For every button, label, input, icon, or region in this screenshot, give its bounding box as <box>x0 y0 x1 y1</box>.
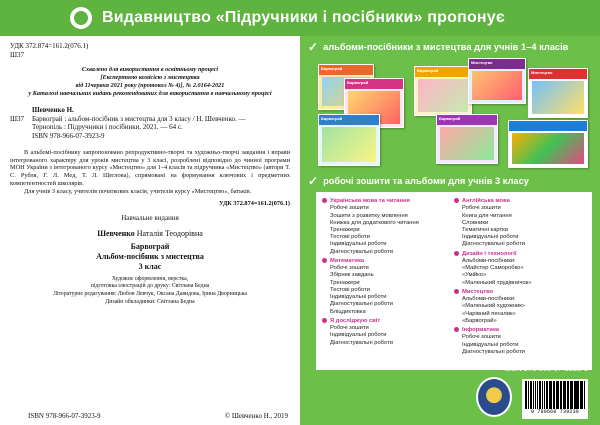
list-item: Тренажери <box>330 279 360 286</box>
udk-code: УДК 372.874=161.2(076.1) <box>10 42 89 50</box>
udk-code-right: УДК 372.874=161.2(076.1) <box>218 199 290 207</box>
barcode-bars <box>525 381 585 409</box>
list-item: Індивідуальні роботи <box>330 332 387 339</box>
barcode-bar <box>571 381 572 409</box>
barcode-digits: 9 789660 739239 <box>530 409 579 415</box>
barcode-bar <box>544 381 545 409</box>
list-item: «Барвограй» <box>462 317 497 324</box>
book-covers <box>318 58 588 170</box>
book-cover: Мистецтво <box>468 58 526 104</box>
book-subtitle: Альбом-посібник з мистецтва <box>96 251 204 261</box>
list-item: «Чарівний пензлик» <box>462 310 516 317</box>
list-item: «Умійко» <box>462 272 487 279</box>
list-item: Діагностувальні роботи <box>330 248 393 255</box>
list-item: Робочі зошити <box>330 325 369 332</box>
list-item: Зошити з розвитку мовлення <box>330 212 408 219</box>
imprint-page <box>0 36 300 425</box>
list-item: Діагностувальні роботи <box>330 301 393 308</box>
approval-note: Схвалено для використання в освітньому процесі [Експертною комісією з мистецтва від 11червня 2021 року (протокол № 4)], № 2.0164-2021 у Каталозі навчальних видань рекомендованих для використання в навчальному процесі <box>28 65 272 97</box>
book-cover <box>508 120 588 168</box>
subject-heading: Я досліджую світ <box>322 318 454 325</box>
barcode-bar <box>554 381 555 409</box>
list-item: Альбоми-посібники: <box>462 257 516 264</box>
bullet-icon <box>322 198 327 203</box>
isbn-label: ISBN 978-966-07-3923-9 <box>504 364 588 373</box>
catalog-page <box>300 36 600 425</box>
book-cover: Барвограй <box>344 78 404 128</box>
checkmark-icon: ✓ <box>308 40 319 54</box>
isbn-bottom: ISBN 978-966-07-3923-9 <box>28 412 101 421</box>
book-title: Барвограй <box>130 241 170 251</box>
banner-title: Видавництво «Підручники і посібники» пропонує <box>102 9 505 26</box>
author-full-name: Шевченко Наталія Теодорівна <box>97 228 203 238</box>
barcode-bar <box>526 381 527 409</box>
catalog-list <box>316 192 592 370</box>
list-item: Діагностувальні роботи <box>462 241 525 248</box>
bib-line: Барвограй : альбом-посібник з мистецтва для 3 класу / Н. Шевченко. — <box>32 114 246 123</box>
list-item: Діагностувальні роботи <box>330 339 393 346</box>
list-item: Бліцдиктовка <box>330 308 366 315</box>
list-item: Словники <box>462 219 489 226</box>
book-grade: 3 клас <box>138 261 162 271</box>
annotation-audience: Для учнів 3 класу, учителів початкових класів, учителів курсу «Мистецтво», батьків. <box>24 188 252 196</box>
isbn-barcode <box>522 379 588 419</box>
list-item: Індивідуальні роботи <box>462 341 519 348</box>
list-item: Робочі зошити <box>330 205 369 212</box>
barcode-bar <box>582 381 583 409</box>
subject-heading: Англійська мова <box>454 198 586 205</box>
list-item: «Маленький художник» <box>462 303 526 310</box>
barcode-bar <box>561 381 562 409</box>
barcode-bar <box>540 381 541 409</box>
barcode-bar <box>568 381 569 409</box>
subject-heading: Інформатика <box>454 327 586 334</box>
list-item: «Маленький трудівничок» <box>462 279 532 286</box>
barcode-bar <box>537 381 538 409</box>
list-item: Тренажери <box>330 226 360 233</box>
barcode-bar <box>564 381 566 409</box>
publisher-logo-icon <box>70 7 92 29</box>
subject-heading: Українська мова та читання <box>322 198 454 205</box>
book-cover: Барвограй <box>318 114 380 166</box>
bib-line: Тернопіль : Підручники і посібники, 2021. — 64 с. <box>32 123 183 132</box>
section-heading-albums: ✓ альбоми-посібники з мистецтва для учнів 1–4 класів <box>308 40 569 54</box>
list-item: Книга для читання <box>462 212 512 219</box>
barcode-bar <box>575 381 576 409</box>
publisher-banner <box>0 0 600 36</box>
copyright: © Шевченко Н., 2019 <box>224 412 288 421</box>
section-heading-workbooks: ✓ робочі зошити та альбоми для учнів 3 класу <box>308 174 529 188</box>
bullet-icon <box>454 289 459 294</box>
author-mark: Ш37 <box>10 50 25 59</box>
catalog-column-left <box>322 196 454 366</box>
barcode-bar <box>530 381 531 409</box>
list-item: Тематичні картки <box>462 226 508 233</box>
list-item: «Майстер Саморобко» <box>462 265 524 272</box>
list-item: Збірник завдань <box>330 272 374 279</box>
bibliographic-record <box>10 106 290 141</box>
annotation: В альбомі-посібнику запропоновано репродуктивно-творчі та художньо-творчі завдання і вправи інтегрованого характеру для уроків мистецтва у 3 класі, розроблені відповідно до чинної програми МОН України з інтегрованого курсу «Мистецтво» для 1–4 класів та підручника «Мистецтво» (автори Т. С. Рубля, Г. Л. Мед, Т. Л. Щеглова), спрямовані на формування ключових і предметних компетентностей школярів. <box>10 148 290 188</box>
list-item: Книжка для додаткового читання <box>330 219 419 226</box>
isbn-line: ISBN 978-966-07-3923-9 <box>32 132 105 140</box>
barcode-bar <box>578 381 579 409</box>
bullet-icon <box>454 198 459 203</box>
list-item: Альбоми-посібники: <box>462 296 516 303</box>
barcode-bar <box>533 381 535 409</box>
list-item: Робочі зошити <box>330 265 369 272</box>
barcode-bar <box>584 381 585 409</box>
subject-heading: Математика <box>322 258 454 265</box>
list-item: Індивідуальні роботи <box>462 234 519 241</box>
book-cover: Барвограй <box>436 114 498 164</box>
author-name: Шевченко Н. <box>32 105 74 114</box>
book-cover: Мистецтво <box>528 68 588 118</box>
catalog-column-right <box>454 196 586 366</box>
list-item: Робочі зошити <box>462 205 501 212</box>
bullet-icon <box>322 318 327 323</box>
subject-heading: Дизайн і технології <box>454 251 586 258</box>
credits: Художнє оформлення, верстка, підготовка ілюстрацій до друку: Світлана Бедна Літературне редагування: Любов Левчук, Оксана Давидова, Ірина Дворницька Дизайн обкладинки: Світлана Бедна <box>53 275 247 305</box>
bullet-icon <box>454 327 459 332</box>
edition-type: Навчальне видання <box>121 213 179 222</box>
author-mark-side: Ш37 <box>10 114 25 123</box>
list-item: Індивідуальні роботи <box>330 294 387 301</box>
list-item: Діагностувальні роботи <box>462 348 525 355</box>
bullet-icon <box>454 251 459 256</box>
book-cover: Барвограй <box>414 66 472 116</box>
checkmark-icon: ✓ <box>308 174 319 188</box>
subject-heading: Мистецтво <box>454 289 586 296</box>
quality-seal-icon <box>476 377 512 417</box>
imprint-footer <box>28 412 288 421</box>
list-item: Тестові роботи <box>330 286 370 293</box>
barcode-bar <box>557 381 558 409</box>
barcode-bar <box>551 381 552 409</box>
bullet-icon <box>322 258 327 263</box>
list-item: Робочі зошити <box>462 334 501 341</box>
list-item: Індивідуальні роботи <box>330 241 387 248</box>
barcode-bar <box>547 381 548 409</box>
list-item: Тестові роботи <box>330 234 370 241</box>
book-cover: Барвограй <box>318 64 374 110</box>
